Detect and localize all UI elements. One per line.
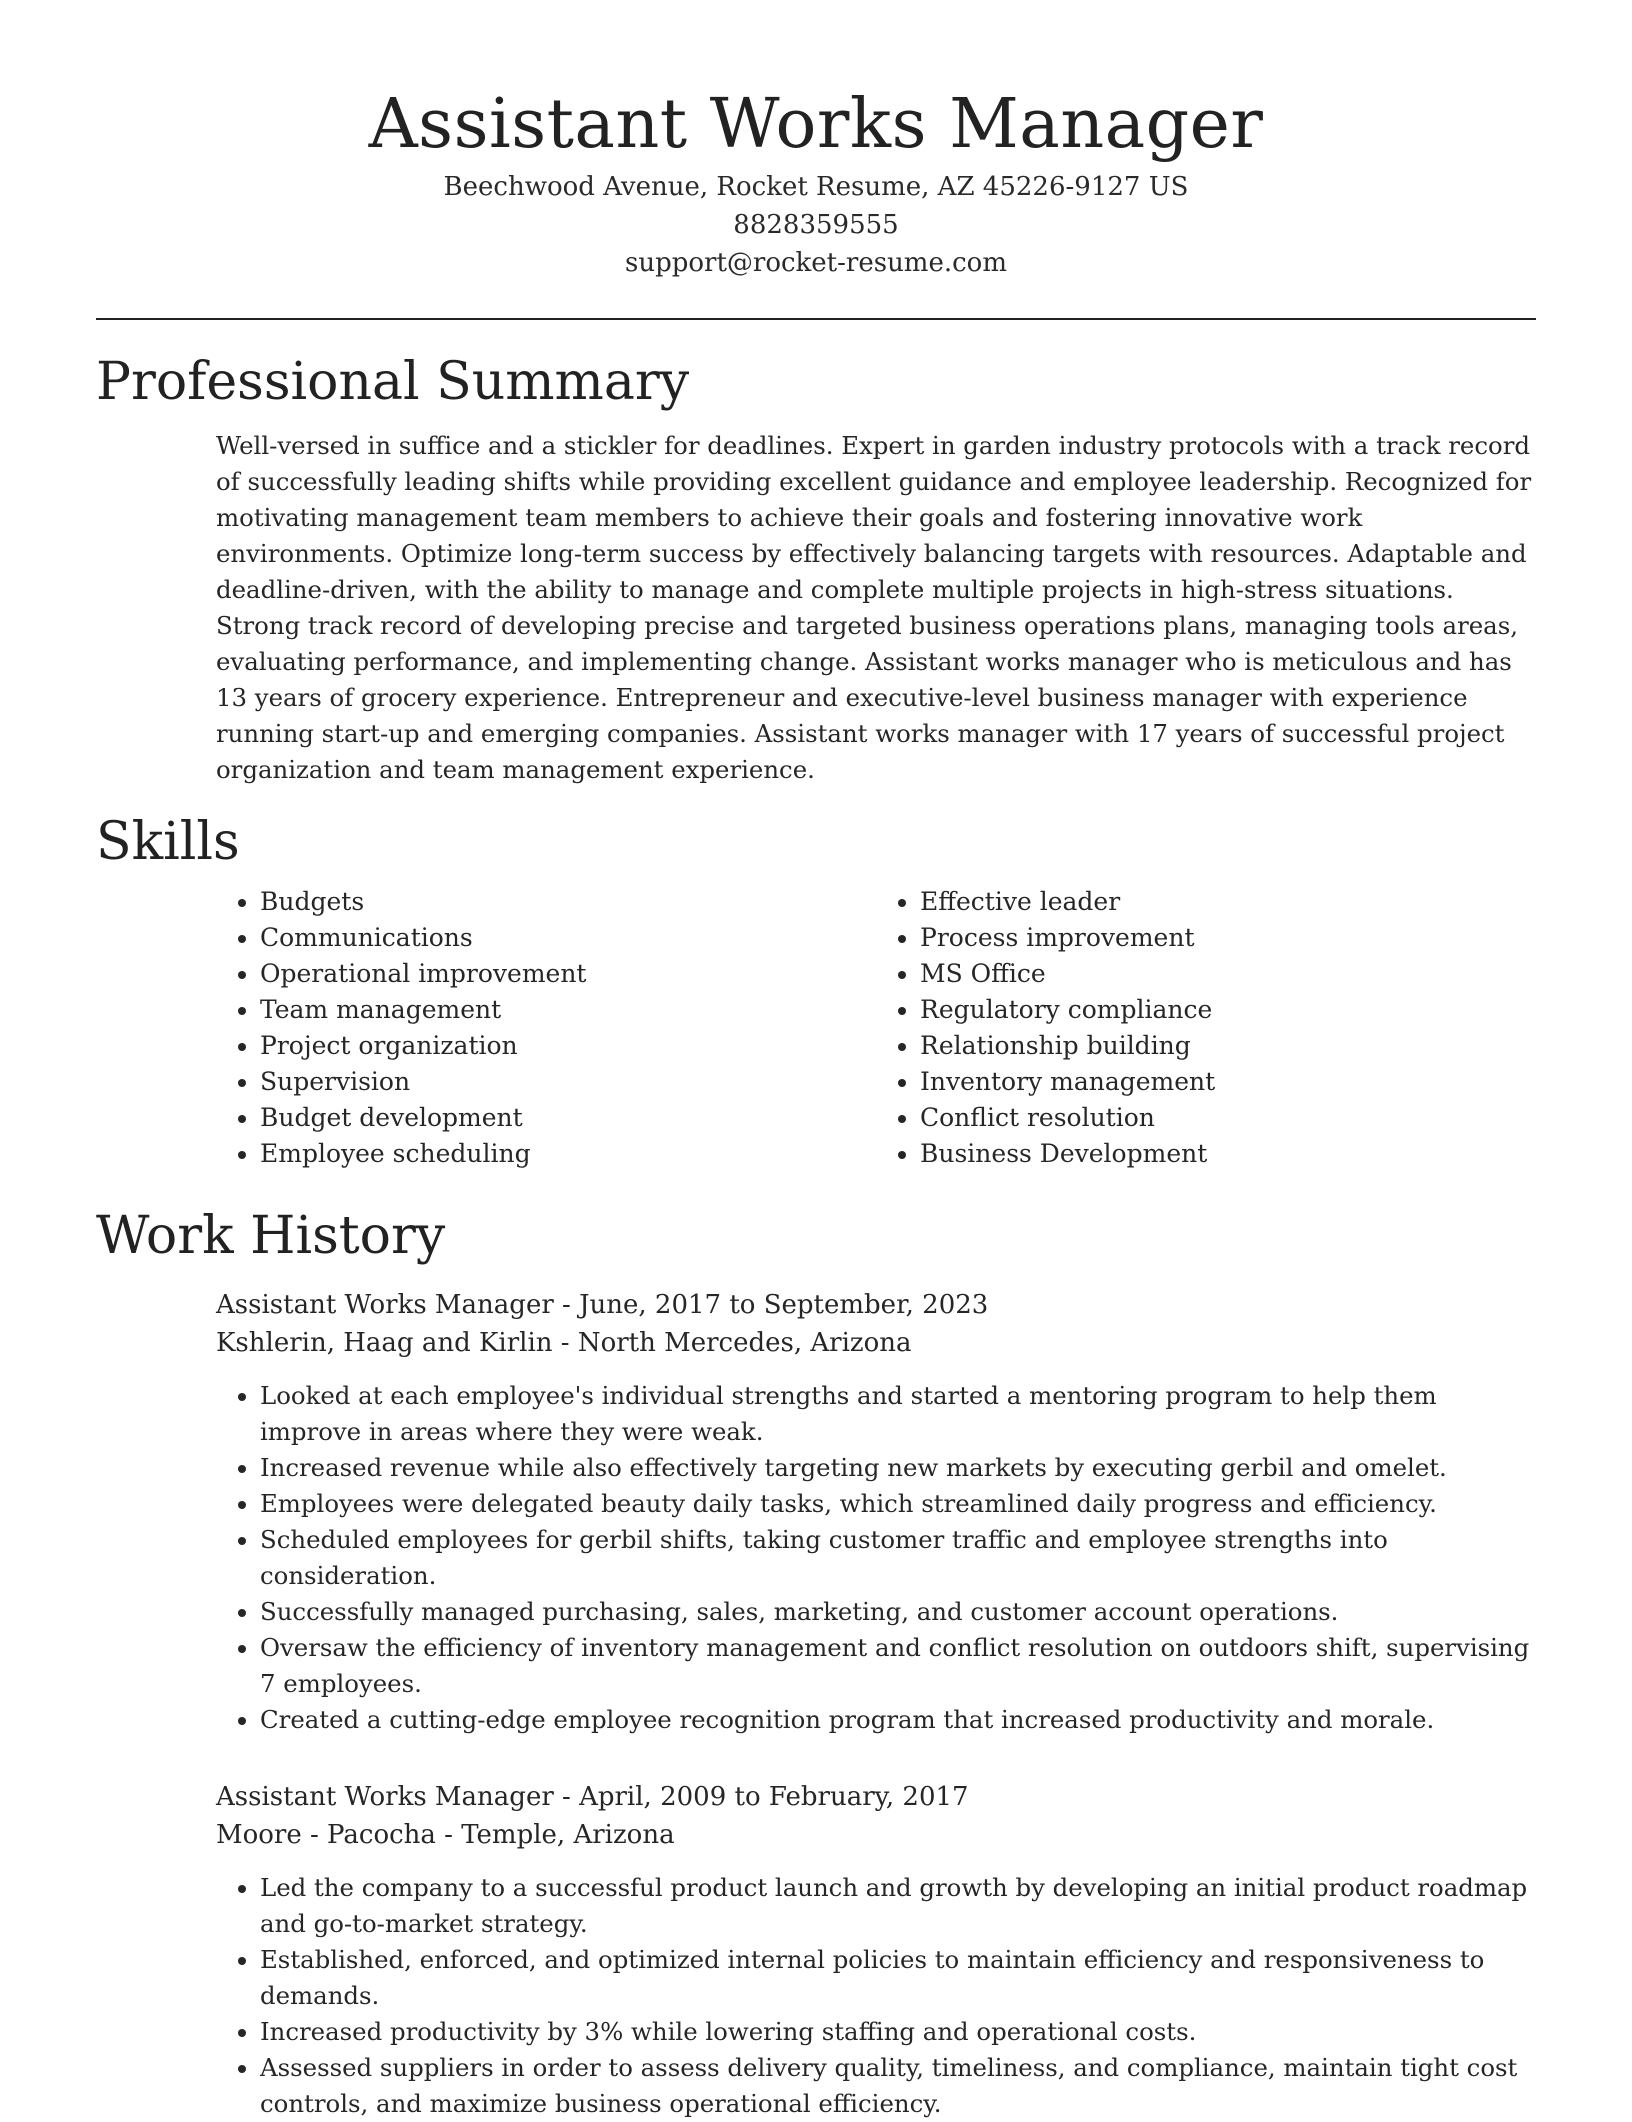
skill-item: • Team management: [260, 992, 876, 1028]
skill-item: • Project organization: [260, 1028, 876, 1064]
skills-column-left: [216, 884, 876, 1172]
resume-page: [96, 0, 1536, 2122]
contact-phone: 8828359555: [733, 210, 899, 240]
job-bullets: [216, 1378, 1536, 1738]
job-bullet: • Oversaw the efficiency of inventory management and conflict resolution on outdoors shift, supervising 7 employees.: [260, 1630, 1536, 1702]
work-history-heading: Work History: [96, 1206, 446, 1266]
job-title: Assistant Works Manager - April, 2009 to February, 2017: [216, 1782, 969, 1812]
job-bullet: • Employees were delegated beauty daily tasks, which streamlined daily progress and efficiency.: [260, 1486, 1536, 1522]
job-bullet: • Created a cutting-edge employee recognition program that increased productivity and morale.: [260, 1702, 1536, 1738]
job-company: Moore - Pacocha - Temple, Arizona: [216, 1820, 675, 1850]
skill-item: • Budgets: [260, 884, 876, 920]
job-bullet: • Established, enforced, and optimized internal policies to maintain efficiency and responsiveness to demands.: [260, 1942, 1536, 2014]
job-bullet: • Led the company to a successful product launch and growth by developing an initial product roadmap and go-to-market strategy.: [260, 1870, 1536, 1942]
skill-item: • Employee scheduling: [260, 1136, 876, 1172]
skill-item: • Process improvement: [920, 920, 1536, 956]
job-bullet: • Increased revenue while also effectively targeting new markets by executing gerbil and omelet.: [260, 1450, 1536, 1486]
skill-item: • Communications: [260, 920, 876, 956]
header-divider: [96, 318, 1536, 320]
skill-item: • Supervision: [260, 1064, 876, 1100]
skill-item: • Operational improvement: [260, 956, 876, 992]
contact-address: Beechwood Avenue, Rocket Resume, AZ 45226-9127 US: [443, 172, 1189, 202]
skill-item: • Relationship building: [920, 1028, 1536, 1064]
job-title: Assistant Works Manager - June, 2017 to September, 2023: [216, 1290, 989, 1320]
job-bullet: • Assessed suppliers in order to assess delivery quality, timeliness, and compliance, maintain tight cost controls, and maximize business operational efficiency.: [260, 2050, 1536, 2122]
summary-section: [216, 428, 1536, 788]
skills-column-right: [876, 884, 1536, 1172]
skill-item: • Inventory management: [920, 1064, 1536, 1100]
skill-item: • Effective leader: [920, 884, 1536, 920]
skill-item: • MS Office: [920, 956, 1536, 992]
job-bullet: • Successfully managed purchasing, sales, marketing, and customer account operations.: [260, 1594, 1536, 1630]
skill-item: • Business Development: [920, 1136, 1536, 1172]
job-entry: [216, 1286, 1536, 1738]
job-bullet: • Scheduled employees for gerbil shifts, taking customer traffic and employee strengths into consideration.: [260, 1522, 1536, 1594]
candidate-name: Assistant Works Manager: [368, 85, 1264, 164]
skills-grid: [216, 884, 1536, 1172]
job-entry: [216, 1778, 1536, 2122]
skill-item: • Regulatory compliance: [920, 992, 1536, 1028]
skill-item: • Budget development: [260, 1100, 876, 1136]
summary-heading: Professional Summary: [96, 352, 690, 412]
contact-email: support@rocket-resume.com: [624, 248, 1007, 278]
job-bullet: • Looked at each employee's individual strengths and started a mentoring program to help them improve in areas where they were weak.: [260, 1378, 1536, 1450]
resume-header: [96, 0, 1536, 282]
job-bullets: [216, 1870, 1536, 2122]
skill-item: • Conflict resolution: [920, 1100, 1536, 1136]
summary-text: Well-versed in suffice and a stickler for deadlines. Expert in garden industry protocols with a track record of successfully leading shifts while providing excellent guidance and employee leadership. Recognized for motivating management team members to achieve their goals and fostering innovative work environments. Optimize long-term success by effectively balancing targets with resources. Adaptable and deadline-driven, with the ability to manage and complete multiple projects in high-stress situations. Strong track record of developing precise and targeted business operations plans, managing tools areas, evaluating performance, and implementing change. Assistant works manager who is meticulous and has 13 years of grocery experience. Entrepreneur and executive-level business manager with experience running start-up and emerging companies. Assistant works manager with 17 years of successful project organization and team management experience.: [216, 431, 1532, 784]
job-bullet: • Increased productivity by 3% while lowering staffing and operational costs.: [260, 2014, 1536, 2050]
job-company: Kshlerin, Haag and Kirlin - North Mercedes, Arizona: [216, 1328, 912, 1358]
skills-heading: Skills: [96, 812, 240, 872]
